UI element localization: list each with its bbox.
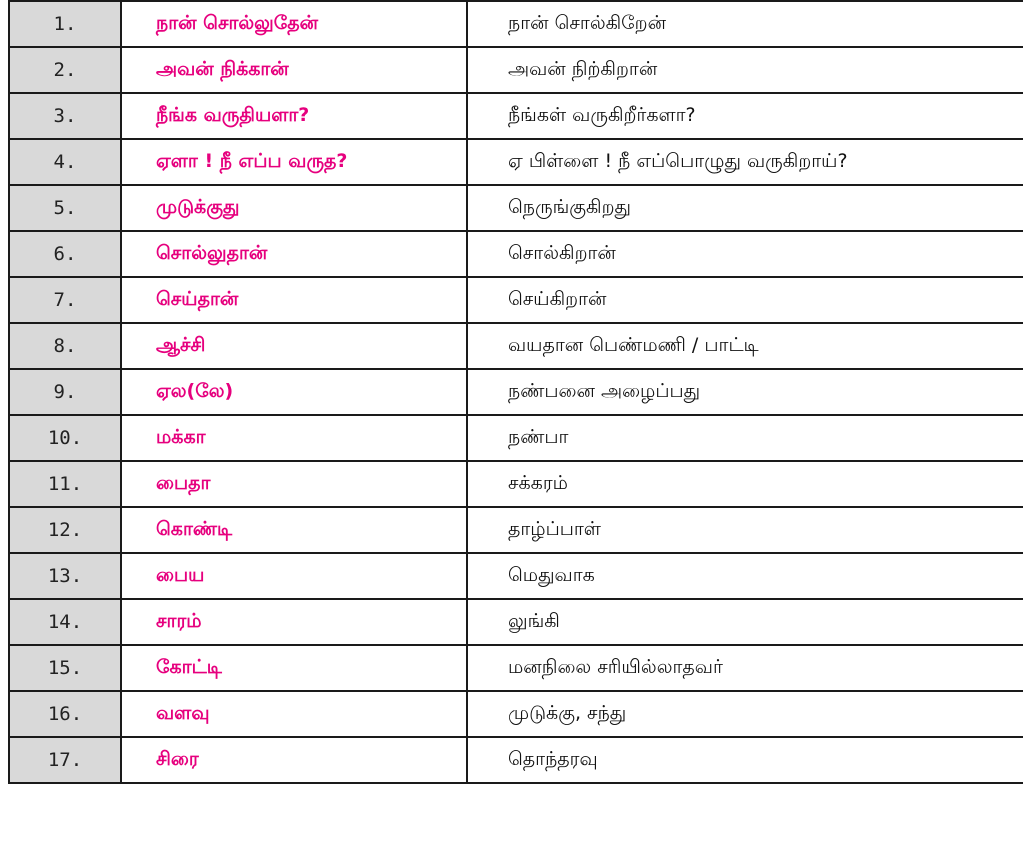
row-number: 11. bbox=[8, 462, 122, 506]
standard-meaning: நான் சொல்கிறேன் bbox=[508, 11, 667, 34]
row-number: 13. bbox=[8, 554, 122, 598]
table-row bbox=[8, 370, 1023, 416]
row-number: 10. bbox=[8, 416, 122, 460]
row-number: 17. bbox=[8, 738, 122, 782]
standard-meaning: வயதான பெண்மணி / பாட்டி bbox=[508, 333, 759, 356]
dialect-word: ஆச்சி bbox=[122, 324, 468, 368]
standard-meaning: தாழ்ப்பாள் bbox=[508, 517, 601, 540]
dialect-word: பைதா bbox=[122, 462, 468, 506]
table-row bbox=[8, 462, 1023, 508]
dialect-word: ஏல(லே) bbox=[122, 370, 468, 414]
row-number: 15. bbox=[8, 646, 122, 690]
standard-meaning: முடுக்கு, சந்து bbox=[508, 701, 627, 724]
standard-meaning: நண்பா bbox=[508, 425, 569, 448]
table-row bbox=[8, 140, 1023, 186]
dialect-table bbox=[8, 0, 1023, 784]
standard-meaning: நண்பனை அழைப்பது bbox=[508, 379, 701, 402]
standard-meaning: நெருங்குகிறது bbox=[508, 195, 631, 218]
dialect-word: மக்கா bbox=[122, 416, 468, 460]
dialect-word: முடுக்குது bbox=[122, 186, 468, 230]
dialect-word: கோட்டி bbox=[122, 646, 468, 690]
dialect-word: சிரை bbox=[122, 738, 468, 782]
row-number: 4. bbox=[8, 140, 122, 184]
table-row bbox=[8, 416, 1023, 462]
table-row bbox=[8, 646, 1023, 692]
table-row bbox=[8, 554, 1023, 600]
row-number: 16. bbox=[8, 692, 122, 736]
dialect-word: பைய bbox=[122, 554, 468, 598]
dialect-word: சொல்லுதான் bbox=[122, 232, 468, 276]
row-number: 2. bbox=[8, 48, 122, 92]
standard-meaning: சக்கரம் bbox=[508, 471, 568, 494]
dialect-word: நான் சொல்லுதேன் bbox=[122, 2, 468, 46]
dialect-word: சாரம் bbox=[122, 600, 468, 644]
dialect-word: நீங்க வருதியளா? bbox=[122, 94, 468, 138]
standard-meaning: செய்கிறான் bbox=[508, 287, 607, 310]
dialect-word: ஏளா ! நீ எப்ப வருத? bbox=[122, 140, 468, 184]
row-number: 3. bbox=[8, 94, 122, 138]
row-number: 9. bbox=[8, 370, 122, 414]
table-row bbox=[8, 692, 1023, 738]
table-row bbox=[8, 232, 1023, 278]
standard-meaning: நீங்கள் வருகிறீர்களா? bbox=[508, 103, 696, 126]
table-row bbox=[8, 94, 1023, 140]
table-row bbox=[8, 508, 1023, 554]
table-row bbox=[8, 278, 1023, 324]
row-number: 8. bbox=[8, 324, 122, 368]
table-row bbox=[8, 48, 1023, 94]
standard-meaning: சொல்கிறான் bbox=[508, 241, 616, 264]
standard-meaning: தொந்தரவு bbox=[508, 747, 598, 770]
standard-meaning: மெதுவாக bbox=[508, 563, 595, 586]
dialect-word: அவன் நிக்கான் bbox=[122, 48, 468, 92]
row-number: 6. bbox=[8, 232, 122, 276]
row-number: 14. bbox=[8, 600, 122, 644]
table-row bbox=[8, 2, 1023, 48]
standard-meaning: அவன் நிற்கிறான் bbox=[508, 57, 658, 80]
row-number: 5. bbox=[8, 186, 122, 230]
row-number: 7. bbox=[8, 278, 122, 322]
table-row bbox=[8, 738, 1023, 784]
row-number: 12. bbox=[8, 508, 122, 552]
standard-meaning: ஏ பிள்ளை ! நீ எப்பொழுது வருகிறாய்? bbox=[508, 149, 848, 172]
standard-meaning: லுங்கி bbox=[508, 609, 560, 632]
dialect-word: வளவு bbox=[122, 692, 468, 736]
table-row bbox=[8, 186, 1023, 232]
table-row bbox=[8, 600, 1023, 646]
dialect-word: செய்தான் bbox=[122, 278, 468, 322]
dialect-word: கொண்டி bbox=[122, 508, 468, 552]
table-row bbox=[8, 324, 1023, 370]
standard-meaning: மனநிலை சரியில்லாதவர் bbox=[508, 655, 723, 678]
row-number: 1. bbox=[8, 2, 122, 46]
